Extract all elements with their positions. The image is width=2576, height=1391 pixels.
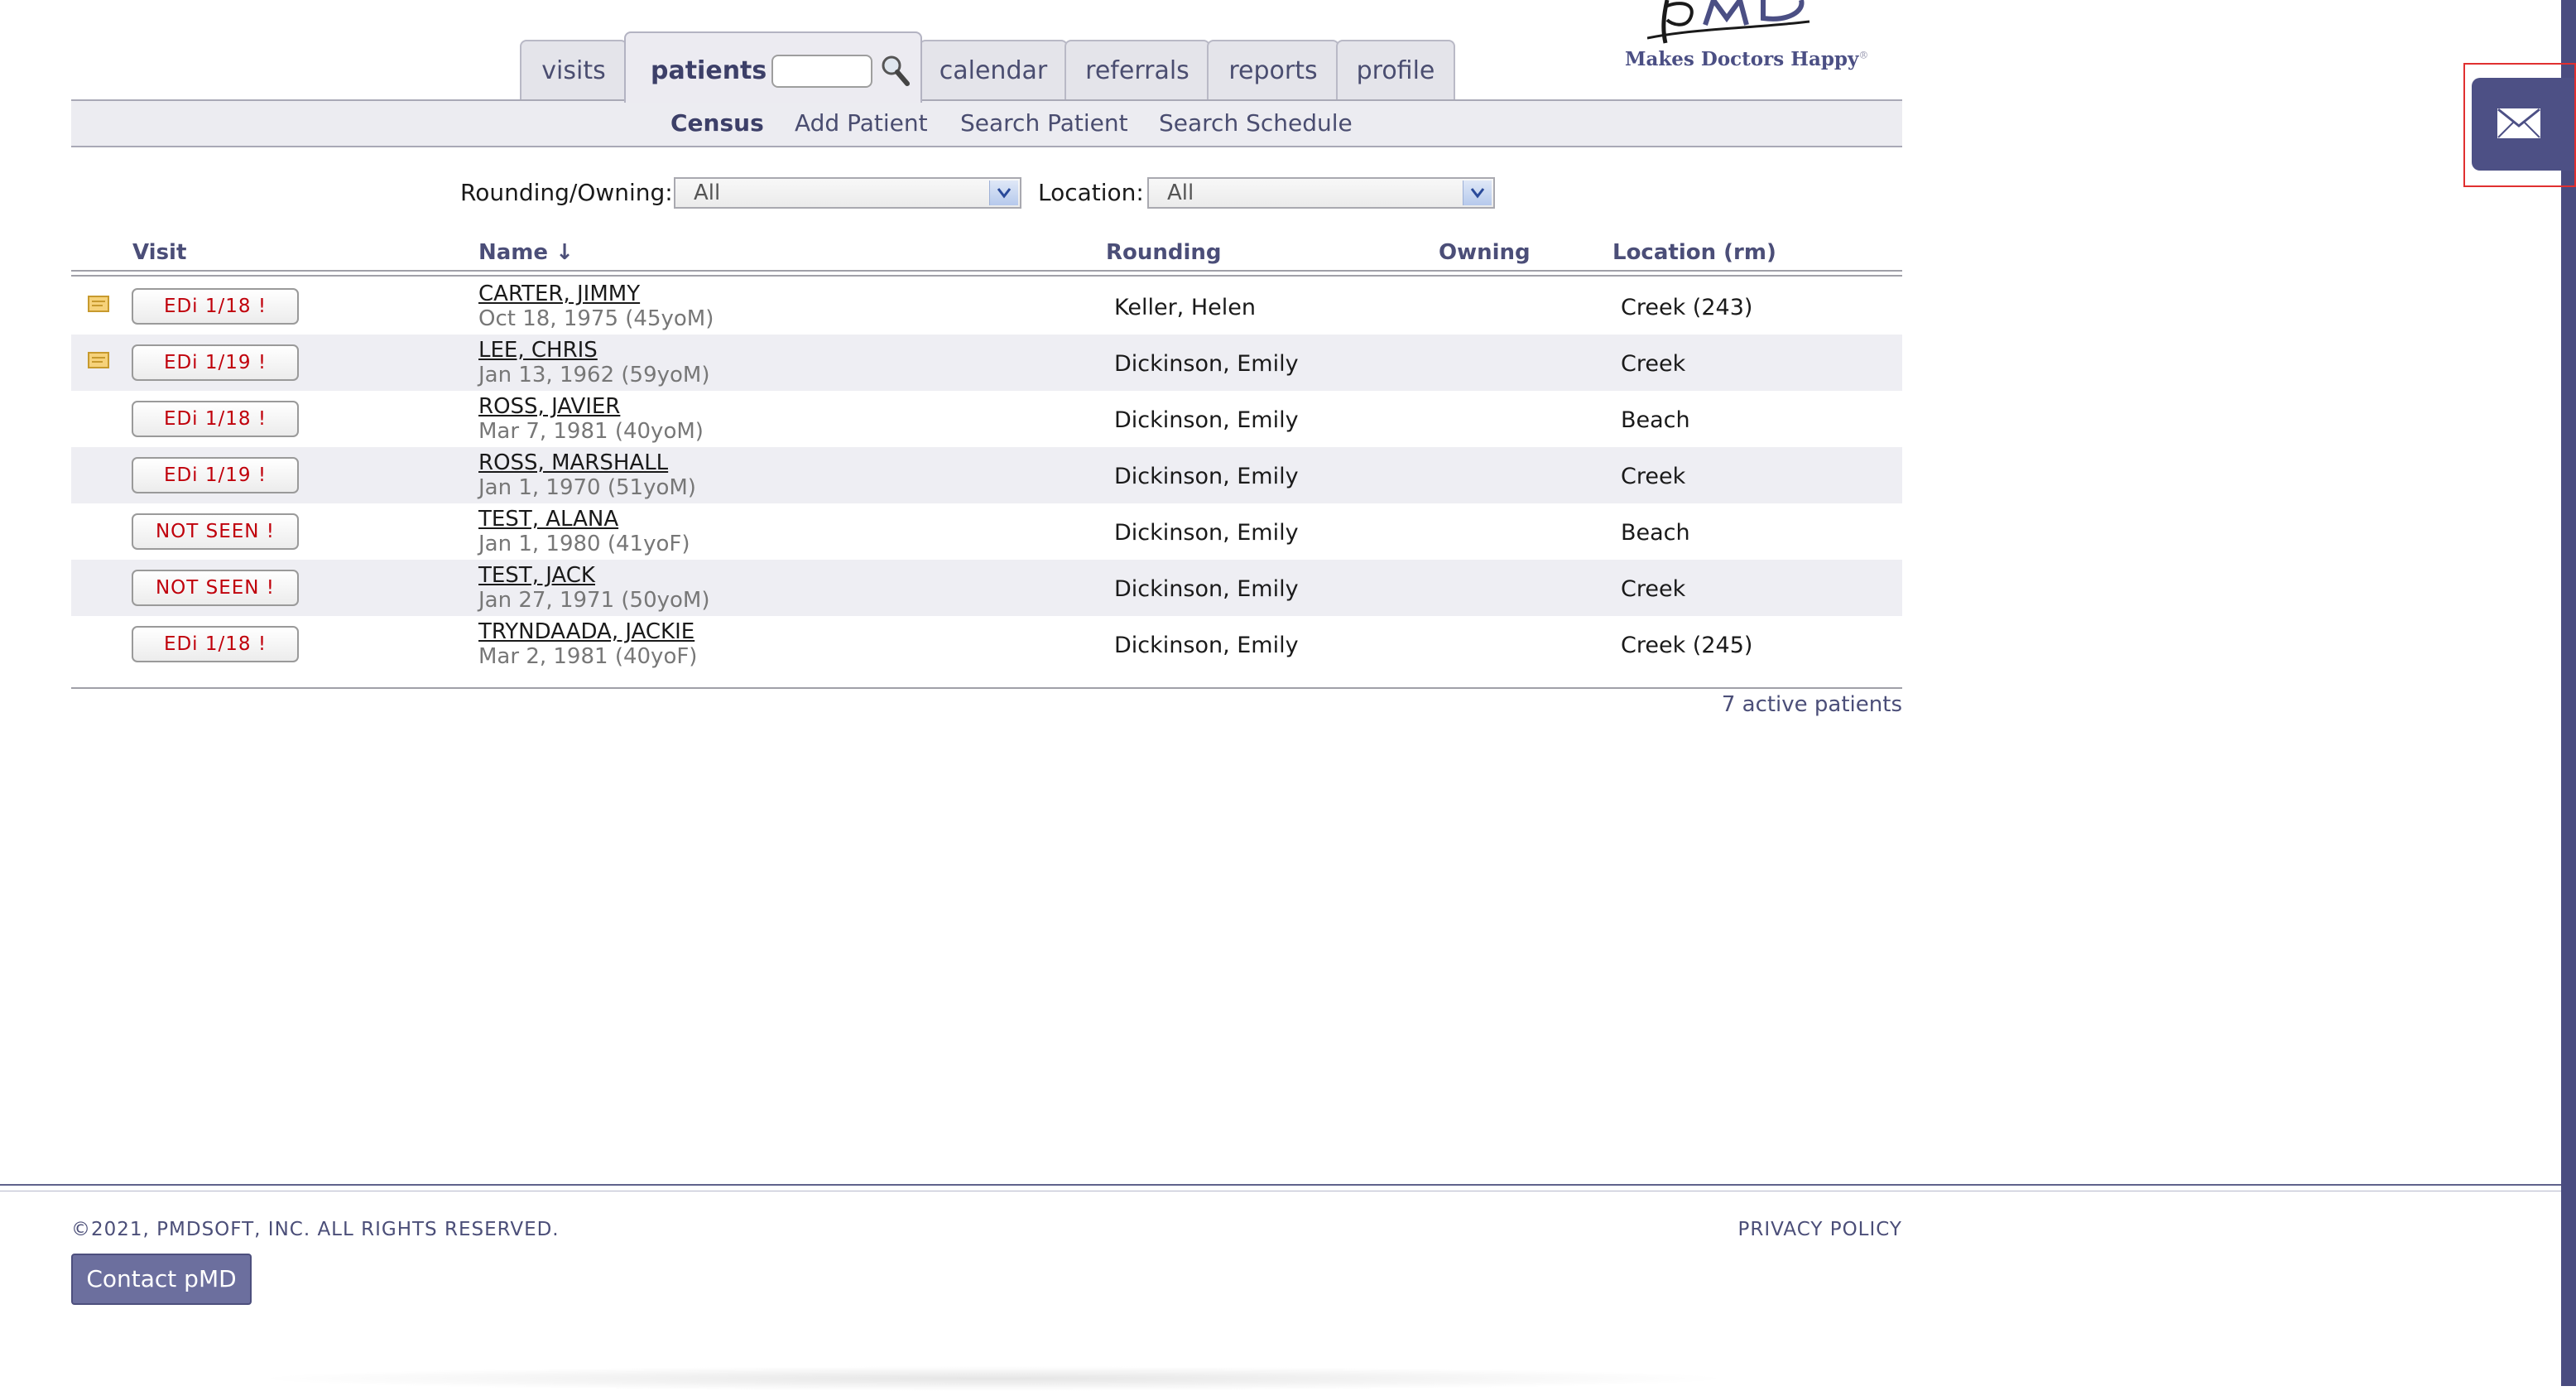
visit-status-button[interactable]: NOT SEEN ! (132, 513, 299, 550)
table-row (71, 391, 1902, 447)
copyright-text: ©2021, PMDSOFT, INC. ALL RIGHTS RESERVED. (71, 1219, 560, 1240)
subnav-census[interactable]: Census (670, 109, 764, 137)
patient-location: Creek (245) (1621, 633, 1753, 658)
patient-dob: Jan 1, 1970 (51yoM) (478, 475, 696, 500)
patient-name-link[interactable]: TRYNDAADA, JACKIE (478, 619, 695, 644)
column-header-rounding[interactable]: Rounding (1106, 240, 1222, 265)
tab-profile[interactable]: profile (1336, 40, 1455, 99)
patient-dob: Mar 7, 1981 (40yoM) (478, 419, 704, 444)
patient-name-link[interactable]: TEST, JACK (478, 563, 595, 588)
patient-location: Creek (243) (1621, 295, 1753, 320)
table-row (71, 560, 1902, 616)
logo-tagline: Makes Doctors Happy® (1625, 48, 1869, 70)
table-bottom-divider (71, 687, 1902, 689)
column-header-owning[interactable]: Owning (1439, 240, 1531, 265)
pmd-logo (1647, 0, 1813, 45)
rounding-provider: Dickinson, Emily (1114, 464, 1299, 489)
patient-search-input[interactable] (771, 55, 872, 88)
tab-referrals[interactable]: referrals (1065, 40, 1210, 99)
subnav-bar (71, 101, 1902, 147)
privacy-policy-link[interactable]: PRIVACY POLICY (1737, 1219, 1902, 1240)
column-header-location[interactable]: Location (rm) (1612, 240, 1776, 265)
message-button[interactable] (2472, 78, 2574, 171)
patient-name-link[interactable]: TEST, ALANA (478, 507, 619, 532)
patient-location: Creek (1621, 576, 1686, 602)
footer-divider (0, 1184, 2561, 1186)
tab-visits[interactable]: visits (520, 40, 627, 99)
patient-location: Beach (1621, 520, 1690, 546)
patient-location: Creek (1621, 351, 1686, 377)
patient-dob: Jan 27, 1971 (50yoM) (478, 588, 710, 613)
rounding-owning-value: All (694, 180, 721, 205)
table-row (71, 278, 1902, 335)
visit-status-button[interactable]: EDi 1/19 ! (132, 344, 299, 381)
tab-reports[interactable]: reports (1207, 40, 1339, 99)
rounding-provider: Dickinson, Emily (1114, 351, 1299, 377)
visit-status-button[interactable]: EDi 1/19 ! (132, 457, 299, 493)
active-patients-count: 7 active patients (1721, 692, 1902, 717)
rounding-provider: Keller, Helen (1114, 295, 1256, 320)
patient-location: Creek (1621, 464, 1686, 489)
rounding-provider: Dickinson, Emily (1114, 520, 1299, 546)
header-divider (71, 270, 1902, 272)
table-row (71, 503, 1902, 560)
tab-calendar[interactable]: calendar (919, 40, 1068, 99)
location-label: Location: (1038, 179, 1144, 206)
location-value: All (1167, 180, 1194, 205)
visit-status-button[interactable]: EDi 1/18 ! (132, 288, 299, 325)
patient-dob: Jan 13, 1962 (59yoM) (478, 363, 710, 387)
location-select[interactable] (1147, 177, 1495, 209)
rounding-owning-select[interactable] (674, 177, 1021, 209)
visit-status-button[interactable]: EDi 1/18 ! (132, 401, 299, 437)
envelope-icon (2497, 108, 2541, 139)
patient-dob: Jan 1, 1980 (41yoF) (478, 532, 690, 556)
table-row (71, 447, 1902, 503)
visit-status-button[interactable]: EDi 1/18 ! (132, 626, 299, 662)
contact-pmd-button[interactable]: Contact pMD (71, 1254, 252, 1305)
patient-location: Beach (1621, 407, 1690, 433)
table-row (71, 616, 1902, 672)
column-header-name[interactable]: Name ↓ (478, 240, 574, 265)
patient-dob: Oct 18, 1975 (45yoM) (478, 306, 714, 331)
patient-name-link[interactable]: LEE, CHRIS (478, 338, 598, 363)
rounding-provider: Dickinson, Emily (1114, 633, 1299, 658)
header-divider (71, 275, 1902, 277)
rounding-provider: Dickinson, Emily (1114, 576, 1299, 602)
chevron-down-icon (1463, 180, 1492, 205)
tab-patients[interactable]: patients (624, 31, 922, 103)
rounding-provider: Dickinson, Emily (1114, 407, 1299, 433)
patient-name-link[interactable]: ROSS, MARSHALL (478, 450, 669, 475)
note-icon[interactable] (88, 351, 109, 369)
right-edge-strip (2561, 0, 2576, 1386)
patient-name-link[interactable]: CARTER, JIMMY (478, 282, 641, 306)
subnav-search-patient[interactable]: Search Patient (960, 109, 1128, 137)
subnav-search-schedule[interactable]: Search Schedule (1159, 109, 1353, 137)
magnifier-icon[interactable] (879, 53, 912, 88)
chevron-down-icon (989, 180, 1018, 205)
column-header-visit[interactable]: Visit (132, 240, 187, 265)
visit-status-button[interactable]: NOT SEEN ! (132, 570, 299, 606)
patient-dob: Mar 2, 1981 (40yoF) (478, 644, 698, 669)
table-row (71, 335, 1902, 391)
footer-shadow (248, 1366, 1738, 1391)
patient-name-link[interactable]: ROSS, JAVIER (478, 394, 621, 419)
rounding-owning-label: Rounding/Owning: (460, 179, 673, 206)
note-icon[interactable] (88, 295, 109, 313)
subnav-add-patient[interactable]: Add Patient (795, 109, 928, 137)
